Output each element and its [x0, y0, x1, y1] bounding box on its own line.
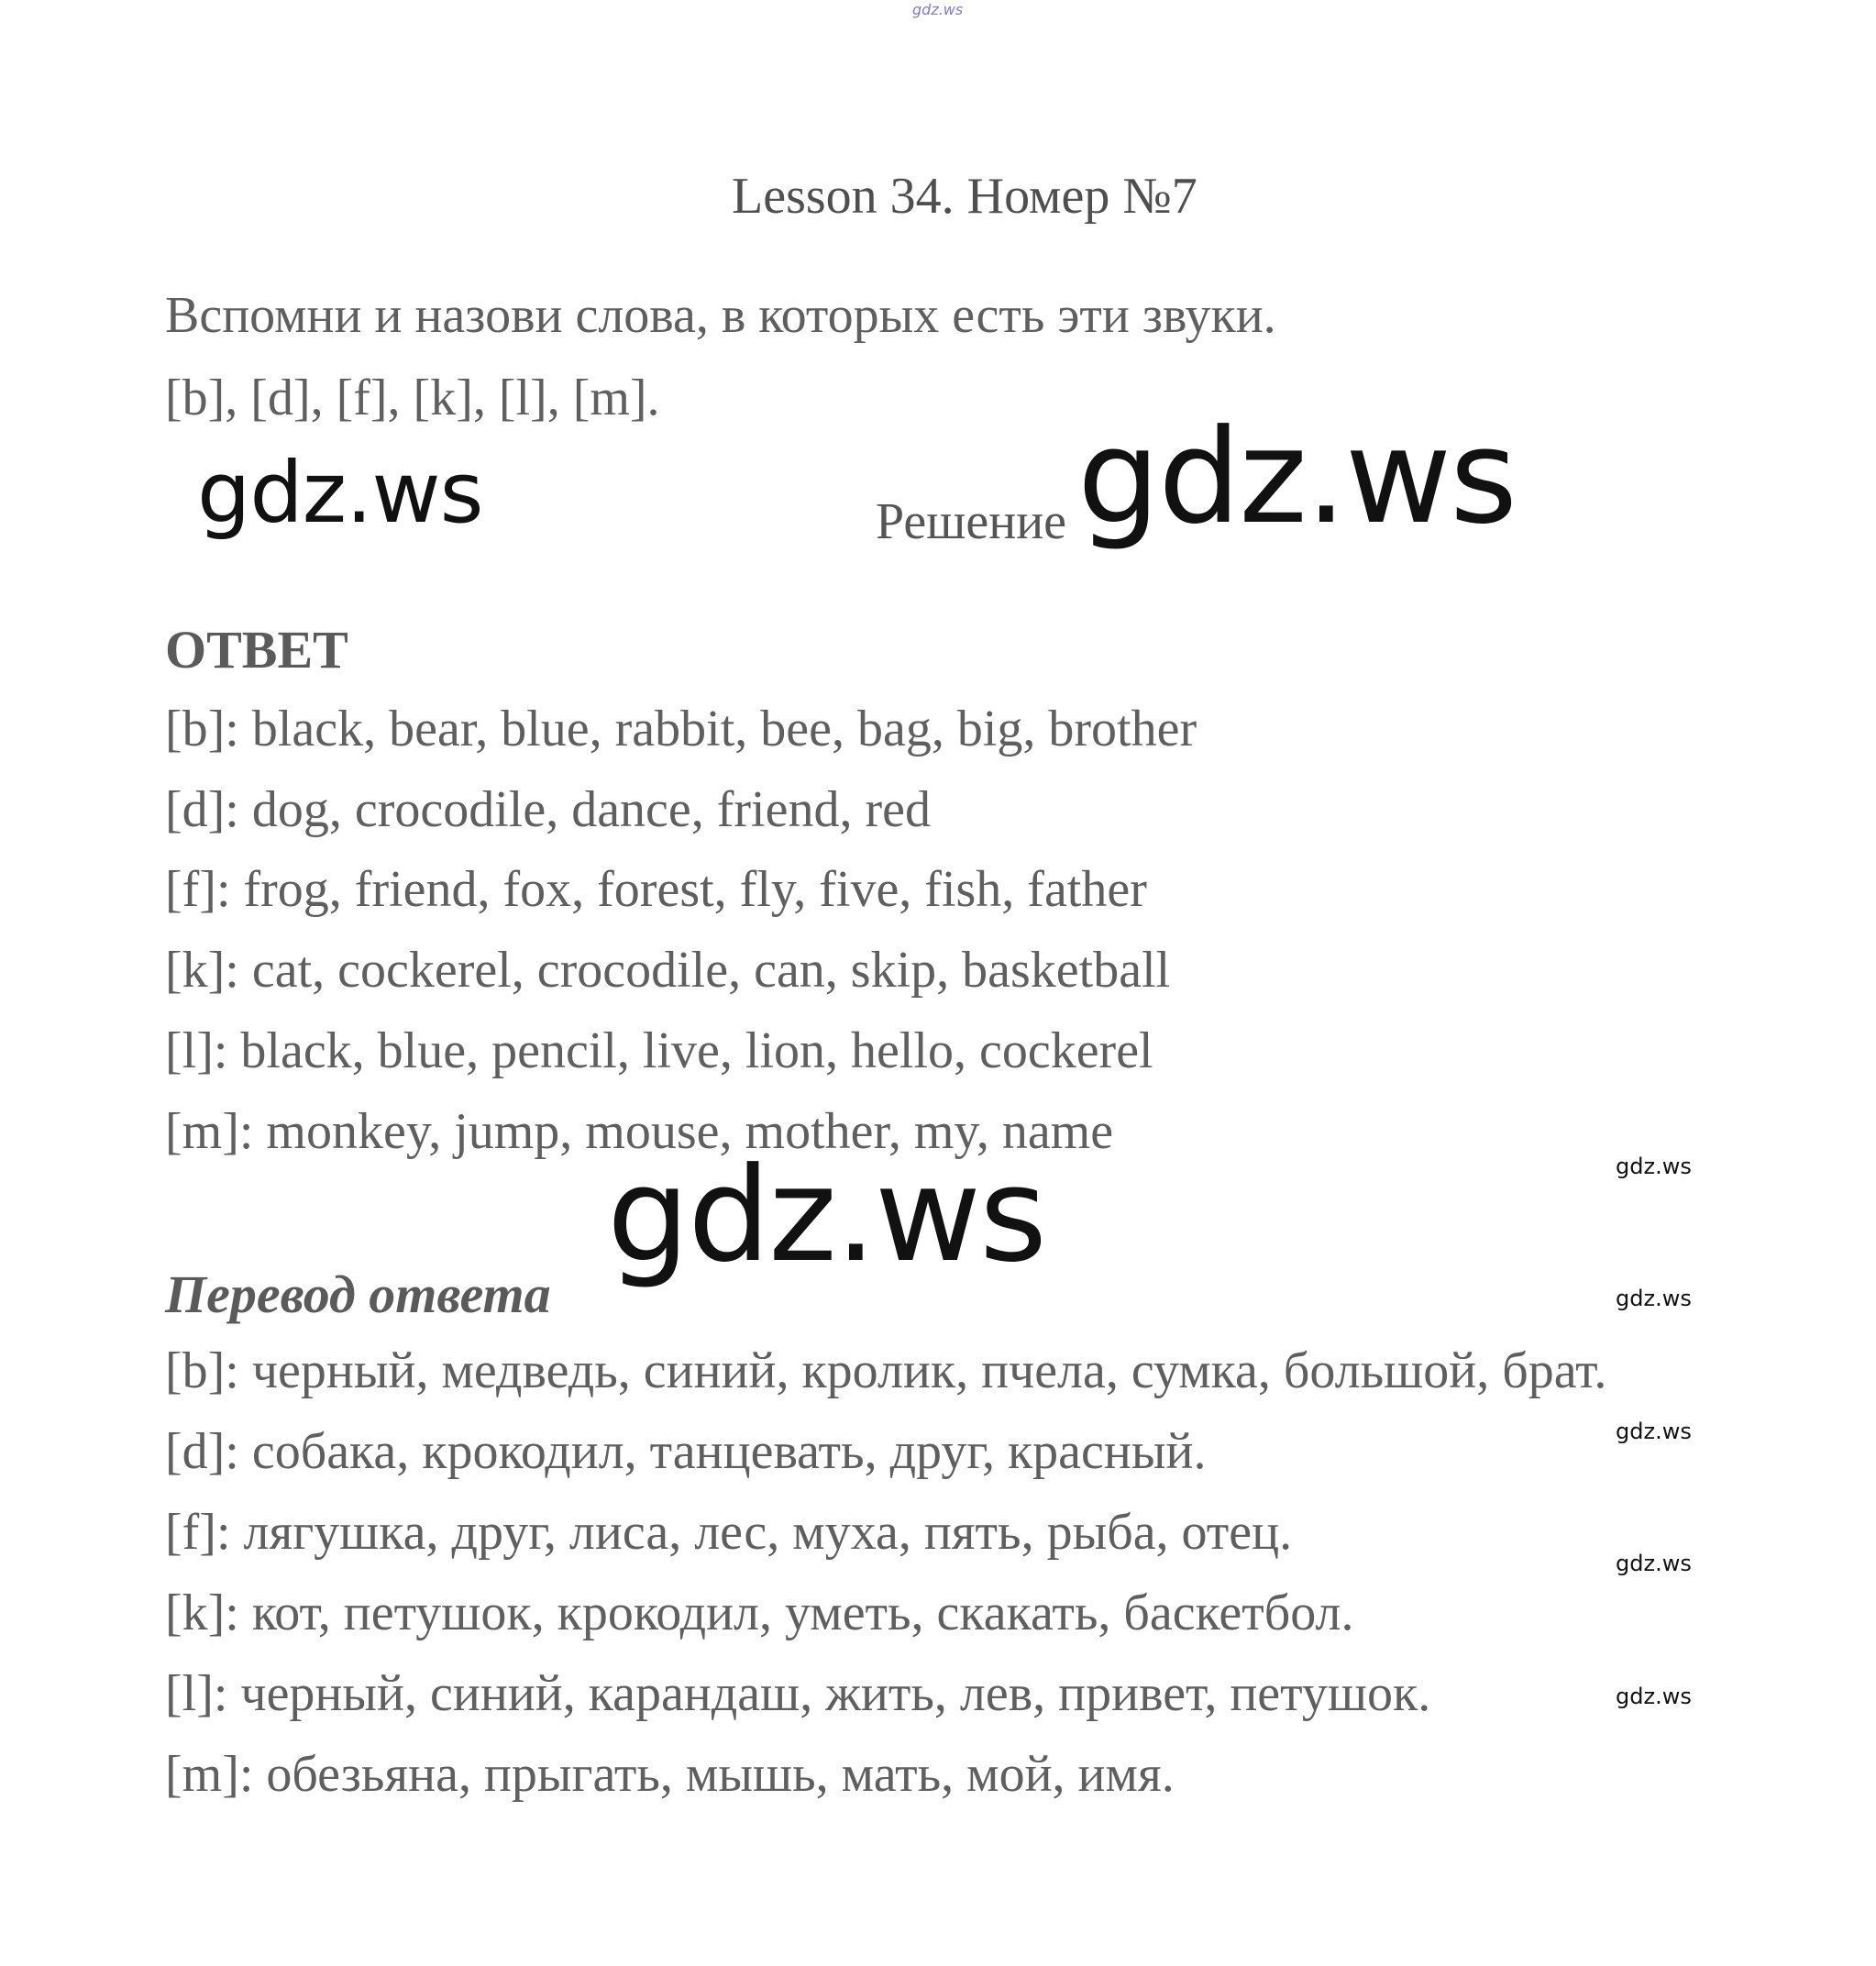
watermark-small: gdz.ws	[1616, 1419, 1692, 1444]
watermark-large-center: gdz.ws	[607, 1140, 1046, 1291]
watermark-small: gdz.ws	[1616, 1551, 1692, 1576]
task-sounds: [b], [d], [f], [k], [l], [m].	[165, 370, 660, 426]
answer-line: [b]: black, bear, blue, rabbit, bee, bag, big, brother	[165, 701, 1197, 757]
watermark-small: gdz.ws	[1616, 1286, 1692, 1311]
answer-line: [m]: monkey, jump, mouse, mother, my, name	[165, 1103, 1114, 1160]
translation-line: [l]: черный, синий, карандаш, жить, лев, привет, петушок.	[165, 1665, 1431, 1722]
answer-heading: ОТВЕТ	[165, 620, 348, 679]
task-instruction: Вспомни и назови слова, в которых есть эти звуки.	[165, 287, 1276, 344]
watermark-large-left: gdz.ws	[197, 444, 483, 542]
translation-line: [b]: черный, медведь, синий, кролик, пчела, сумка, большой, брат.	[165, 1342, 1607, 1399]
translation-line: [d]: собака, крокодил, танцевать, друг, красный.	[165, 1423, 1207, 1480]
solution-label: Решение	[876, 493, 1067, 550]
answer-line: [d]: dog, crocodile, dance, friend, red	[165, 781, 931, 838]
watermark-small: gdz.ws	[1616, 1684, 1692, 1709]
answer-line: [f]: frog, friend, fox, forest, fly, five, fish, father	[165, 861, 1147, 918]
page-title: Lesson 34. Номер №7	[732, 168, 1197, 225]
watermark-top: gdz.ws	[912, 1, 964, 18]
translation-line: [m]: обезьяна, прыгать, мышь, мать, мой, имя.	[165, 1746, 1175, 1803]
answer-line: [l]: black, blue, pencil, live, lion, hello, cockerel	[165, 1022, 1153, 1079]
translation-heading: Перевод ответа	[165, 1265, 551, 1324]
watermark-small: gdz.ws	[1616, 1154, 1692, 1179]
translation-line: [k]: кот, петушок, крокодил, уметь, скакать, баскетбол.	[165, 1585, 1354, 1641]
translation-line: [f]: лягушка, друг, лиса, лес, муха, пять, рыба, отец.	[165, 1504, 1293, 1561]
answer-line: [k]: cat, cockerel, crocodile, can, skip, basketball	[165, 942, 1171, 999]
watermark-large-right: gdz.ws	[1077, 402, 1517, 553]
